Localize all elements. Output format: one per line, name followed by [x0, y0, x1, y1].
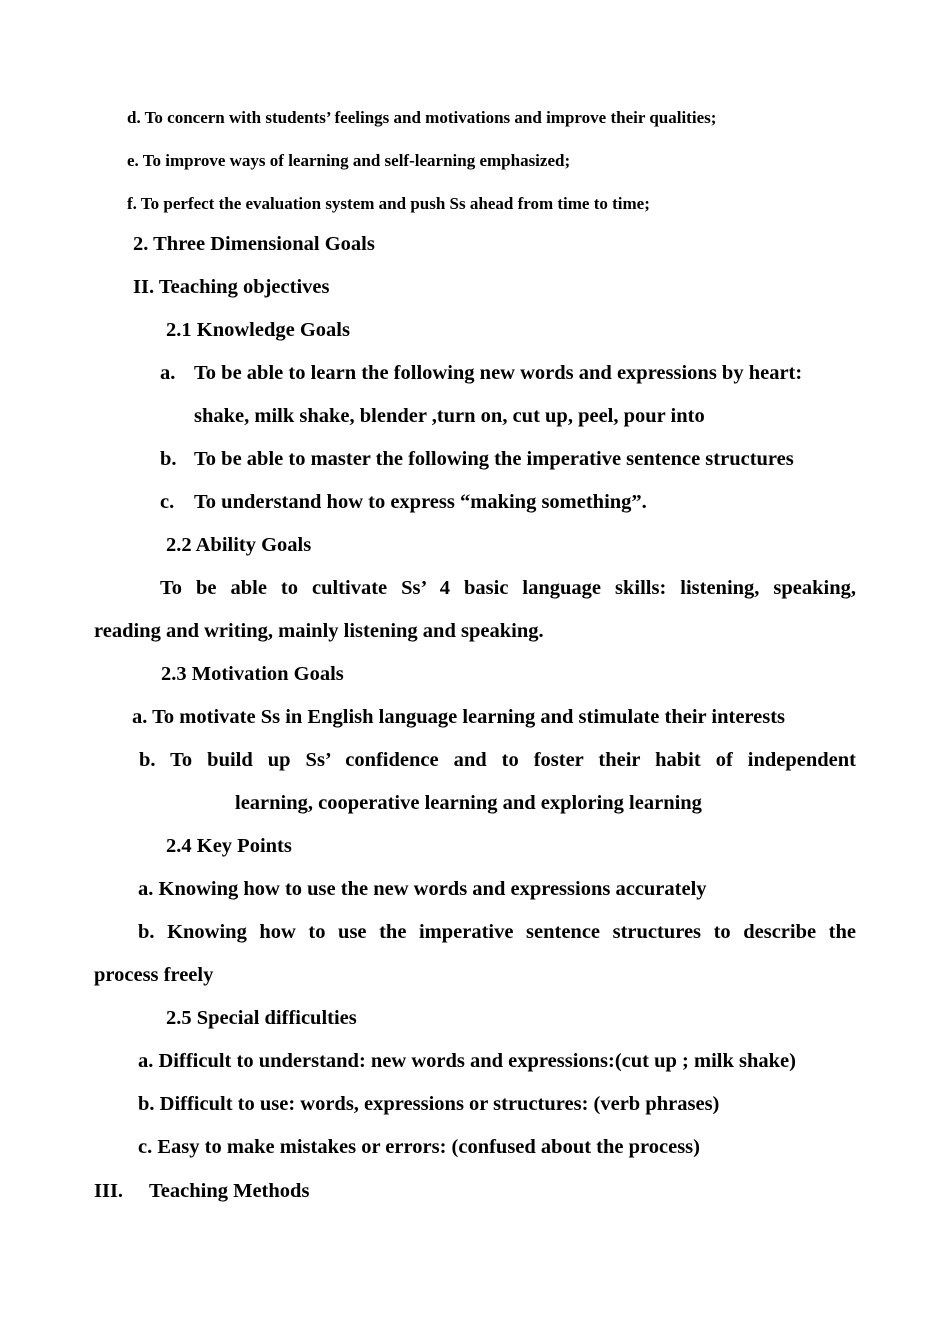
intro-item-e: e. To improve ways of learning and self-learning emphasized; — [127, 151, 571, 170]
ability-paragraph-line-2: reading and writing, mainly listening and speaking. — [94, 620, 544, 642]
motivation-item-b-line-1: b. To build up Ss’ confidence and to foster their habit of independent — [139, 749, 856, 771]
intro-item-f: f. To perfect the evaluation system and push Ss ahead from time to time; — [127, 194, 650, 213]
key-point-b-line-1: b. Knowing how to use the imperative sentence structures to describe the — [138, 921, 856, 943]
key-point-a: a. Knowing how to use the new words and expressions accurately — [138, 878, 707, 900]
motivation-goals-heading: 2.3 Motivation Goals — [161, 663, 344, 685]
section-III-numeral: III. — [94, 1180, 124, 1202]
ability-paragraph-line-1: To be able to cultivate Ss’ 4 basic language skills: listening, speaking, — [160, 577, 856, 599]
knowledge-item-c — [160, 492, 647, 513]
motivation-item-a: a. To motivate Ss in English language learning and stimulate their interests — [132, 706, 786, 728]
knowledge-item-b — [160, 449, 794, 470]
list-marker: a. — [160, 362, 176, 384]
list-text: To be able to learn the following new words and expressions by heart: — [194, 362, 803, 384]
list-text: To be able to master the following the imperative sentence structures — [194, 448, 794, 470]
intro-item-d: d. To concern with students’ feelings and motivations and improve their qualities; — [127, 108, 717, 127]
ability-goals-heading: 2.2 Ability Goals — [166, 534, 312, 556]
section-III-heading — [94, 1181, 309, 1202]
special-difficulties-heading: 2.5 Special difficulties — [166, 1007, 357, 1029]
section-2-heading: 2. Three Dimensional Goals — [133, 233, 375, 255]
section-II-heading: II. Teaching objectives — [133, 276, 330, 298]
difficulty-a: a. Difficult to understand: new words and expressions:(cut up ; milk shake) — [138, 1050, 796, 1072]
section-III-title: Teaching Methods — [149, 1180, 310, 1202]
knowledge-item-a — [160, 363, 802, 384]
key-points-heading: 2.4 Key Points — [166, 835, 292, 857]
motivation-item-b-line-2: learning, cooperative learning and exploring learning — [235, 792, 702, 814]
list-text: To understand how to express “making something”. — [194, 491, 647, 513]
list-marker: c. — [160, 491, 175, 513]
knowledge-goals-heading: 2.1 Knowledge Goals — [166, 319, 350, 341]
difficulty-c: c. Easy to make mistakes or errors: (confused about the process) — [138, 1136, 700, 1158]
difficulty-b: b. Difficult to use: words, expressions or structures: (verb phrases) — [138, 1093, 720, 1115]
knowledge-item-a-continuation: shake, milk shake, blender ,turn on, cut up, peel, pour into — [194, 405, 705, 427]
list-marker: b. — [160, 448, 177, 470]
key-point-b-line-2: process freely — [94, 964, 214, 986]
